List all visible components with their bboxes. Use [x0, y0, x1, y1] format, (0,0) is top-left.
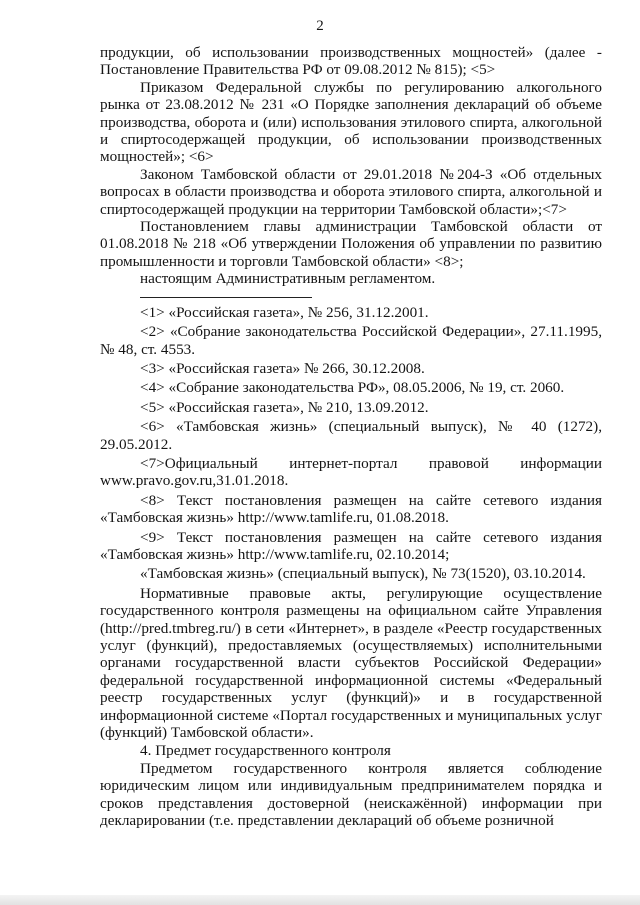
footnote-7: <7>Официальный интернет-портал правовой информации www.pravo.gov.ru,31.01.2018. — [100, 454, 602, 490]
footnote-9-continuation: «Тамбовская жизнь» (специальный выпуск), № 73(1520), 03.10.2014. — [140, 565, 586, 583]
page-number: 2 — [316, 18, 324, 34]
paragraph-law-204: Законом Тамбовской области от 29.01.2018 №204-З «Об отдельных вопросах в области производства и оборота этилового спирта, алкогольной и спиртосодержащей продукции на территории Тамбовской области»;<7> — [100, 165, 602, 218]
scan-bottom-edge — [0, 895, 640, 905]
paragraph-subject-of-control: Предметом государственного контроля является соблюдение юридическим лицом или индивидуальным предпринимателем порядка и сроков представления достоверной (неискажённой) информации при декларировании (т.е. представлении деклараций об объеме розничной — [100, 759, 602, 830]
paragraph-resolution-218: Постановлением главы администрации Тамбовской области от 01.08.2018 № 218 «Об утверждении Положения об управлении по развитию промышленности и торговли Тамбовской области» <8>; — [100, 218, 602, 270]
document-body — [100, 44, 602, 829]
paragraph-regulation: настоящим Административным регламентом. — [140, 270, 436, 288]
footnote-5: <5> «Российская газета», № 210, 13.09.2012. — [140, 398, 429, 416]
footnote-divider — [140, 297, 312, 298]
footnote-1: <1> «Российская газета», № 256, 31.12.2001. — [140, 303, 429, 321]
footnote-9: <9> Текст постановления размещен на сайте сетевого издания «Тамбовская жизнь» http://www.tamlife.ru, 02.10.2014; — [100, 528, 602, 563]
footnote-3: <3> «Российская газета» № 266, 30.12.2008. — [140, 359, 425, 377]
footnote-6: <6> «Тамбовская жизнь» (специальный выпуск), № 40 (1272), 29.05.2012. — [100, 418, 602, 453]
footnote-4: <4> «Собрание законодательства РФ», 08.05.2006, № 19, ст. 2060. — [140, 379, 565, 397]
paragraph-continuation: продукции, об использовании производственных мощностей» (далее - Постановление Правительства РФ от 09.08.2012 № 815); <5> — [100, 44, 602, 79]
paragraph-order-231: Приказом Федеральной службы по регулированию алкогольного рынка от 23.08.2012 № 231 «О Порядке заполнения деклараций об объеме производства, оборота и (или) использования этилового спирта, алкогольной и спиртосодержащей продукции, об использовании производственных мощностей»; <6> — [100, 78, 602, 166]
footnote-2: <2> «Собрание законодательства Российской Федерации», 27.11.1995, № 48, ст. 4553. — [100, 323, 602, 358]
section-title: 4. Предмет государственного контроля — [140, 742, 391, 760]
paragraph-normative-acts: Нормативные правовые акты, регулирующие осуществление государственного контроля размещены на официальном сайте Управления (http://pred.tmbreg.ru/) в сети «Интернет», в разделе «Реестр государственных услуг (функций), предоставляемых (осуществляемых) исполнительными органами государственной власти субъектов Российской Федерации» федеральной государственной информационной системы «Федеральный реестр государственных услуг (функций)» и в государственной информационной системе «Портал государственных и муниципальных услуг (функций) Тамбовской области». — [100, 584, 602, 742]
footnote-8: <8> Текст постановления размещен на сайте сетевого издания «Тамбовская жизнь» http://www.tamlife.ru, 01.08.2018. — [100, 491, 602, 527]
